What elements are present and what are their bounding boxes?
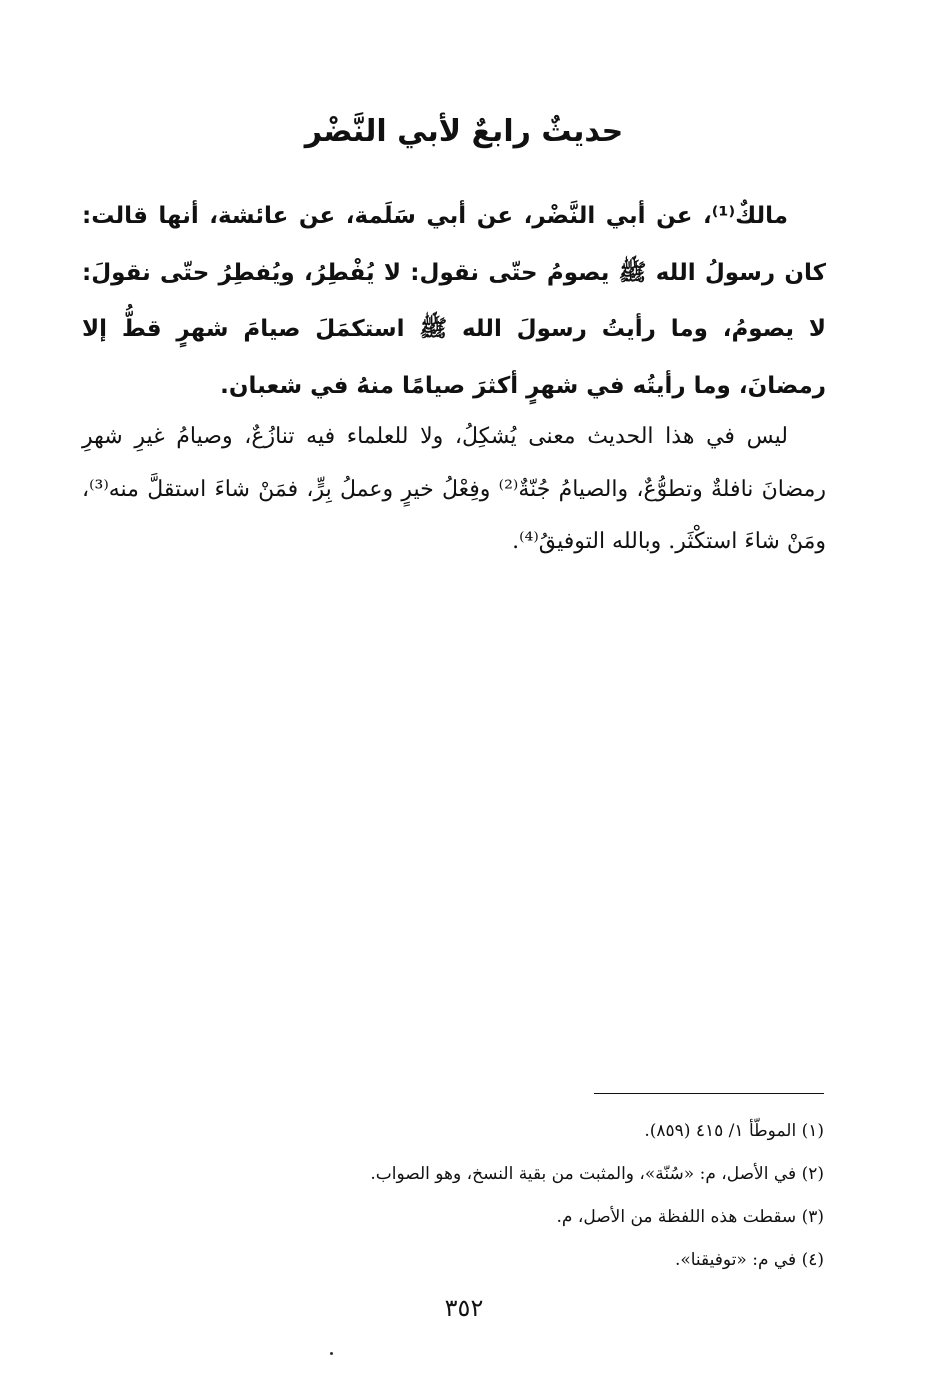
footnote-3: (٣) سقطت هذه اللفظة من الأصل، م. (556, 1207, 824, 1227)
page-number: ٣٥٢ (444, 1294, 484, 1322)
footnotes (204, 1110, 824, 1282)
footnote-separator (594, 1093, 824, 1094)
footnote-4: (٤) في م: «توفيقنا». (674, 1250, 824, 1270)
section-title: حديثٌ رابعٌ لأبي النَّضْر (304, 114, 624, 149)
scan-speck (330, 1352, 333, 1355)
footnote-1: (١) الموطّأ ١/ ٤١٥ (٨٥٩). (644, 1121, 824, 1141)
footnote-2: (٢) في الأصل، م: «سُنّة»، والمثبت من بقية النسخ، وهو الصواب. (370, 1164, 824, 1184)
hadith-text: مالكٌ⁽¹⁾، عن أبي النَّضْر، عن أبي سَلَمة، عن عائشة، أنها قالت: كان رسولُ الله ﷺ يصومُ حتّى نقول: لا يُفْطِرُ، ويُفطِرُ حتّى نقولَ: لا يصومُ، وما رأيتُ رسولَ الله ﷺ استكمَلَ صيامَ شهرٍ قطُّ إلا رمضانَ، وما رأيتُه في شهرٍ أكثرَ صيامًا منهُ في شعبان. (82, 203, 826, 399)
commentary-text: ليس في هذا الحديث معنى يُشكِلُ، ولا للعلماء فيه تنازُعٌ، وصيامُ غيرِ شهرِ رمضانَ نافلةٌ وتطوُّعٌ، والصيامُ جُنّةٌ⁽²⁾ وفِعْلُ خيرٍ وعملُ بِرٍّ، فمَنْ شاءَ استقلَّ منه⁽³⁾، ومَنْ شاءَ استكْثَر. وبالله التوفيقُ⁽⁴⁾. (82, 424, 826, 554)
